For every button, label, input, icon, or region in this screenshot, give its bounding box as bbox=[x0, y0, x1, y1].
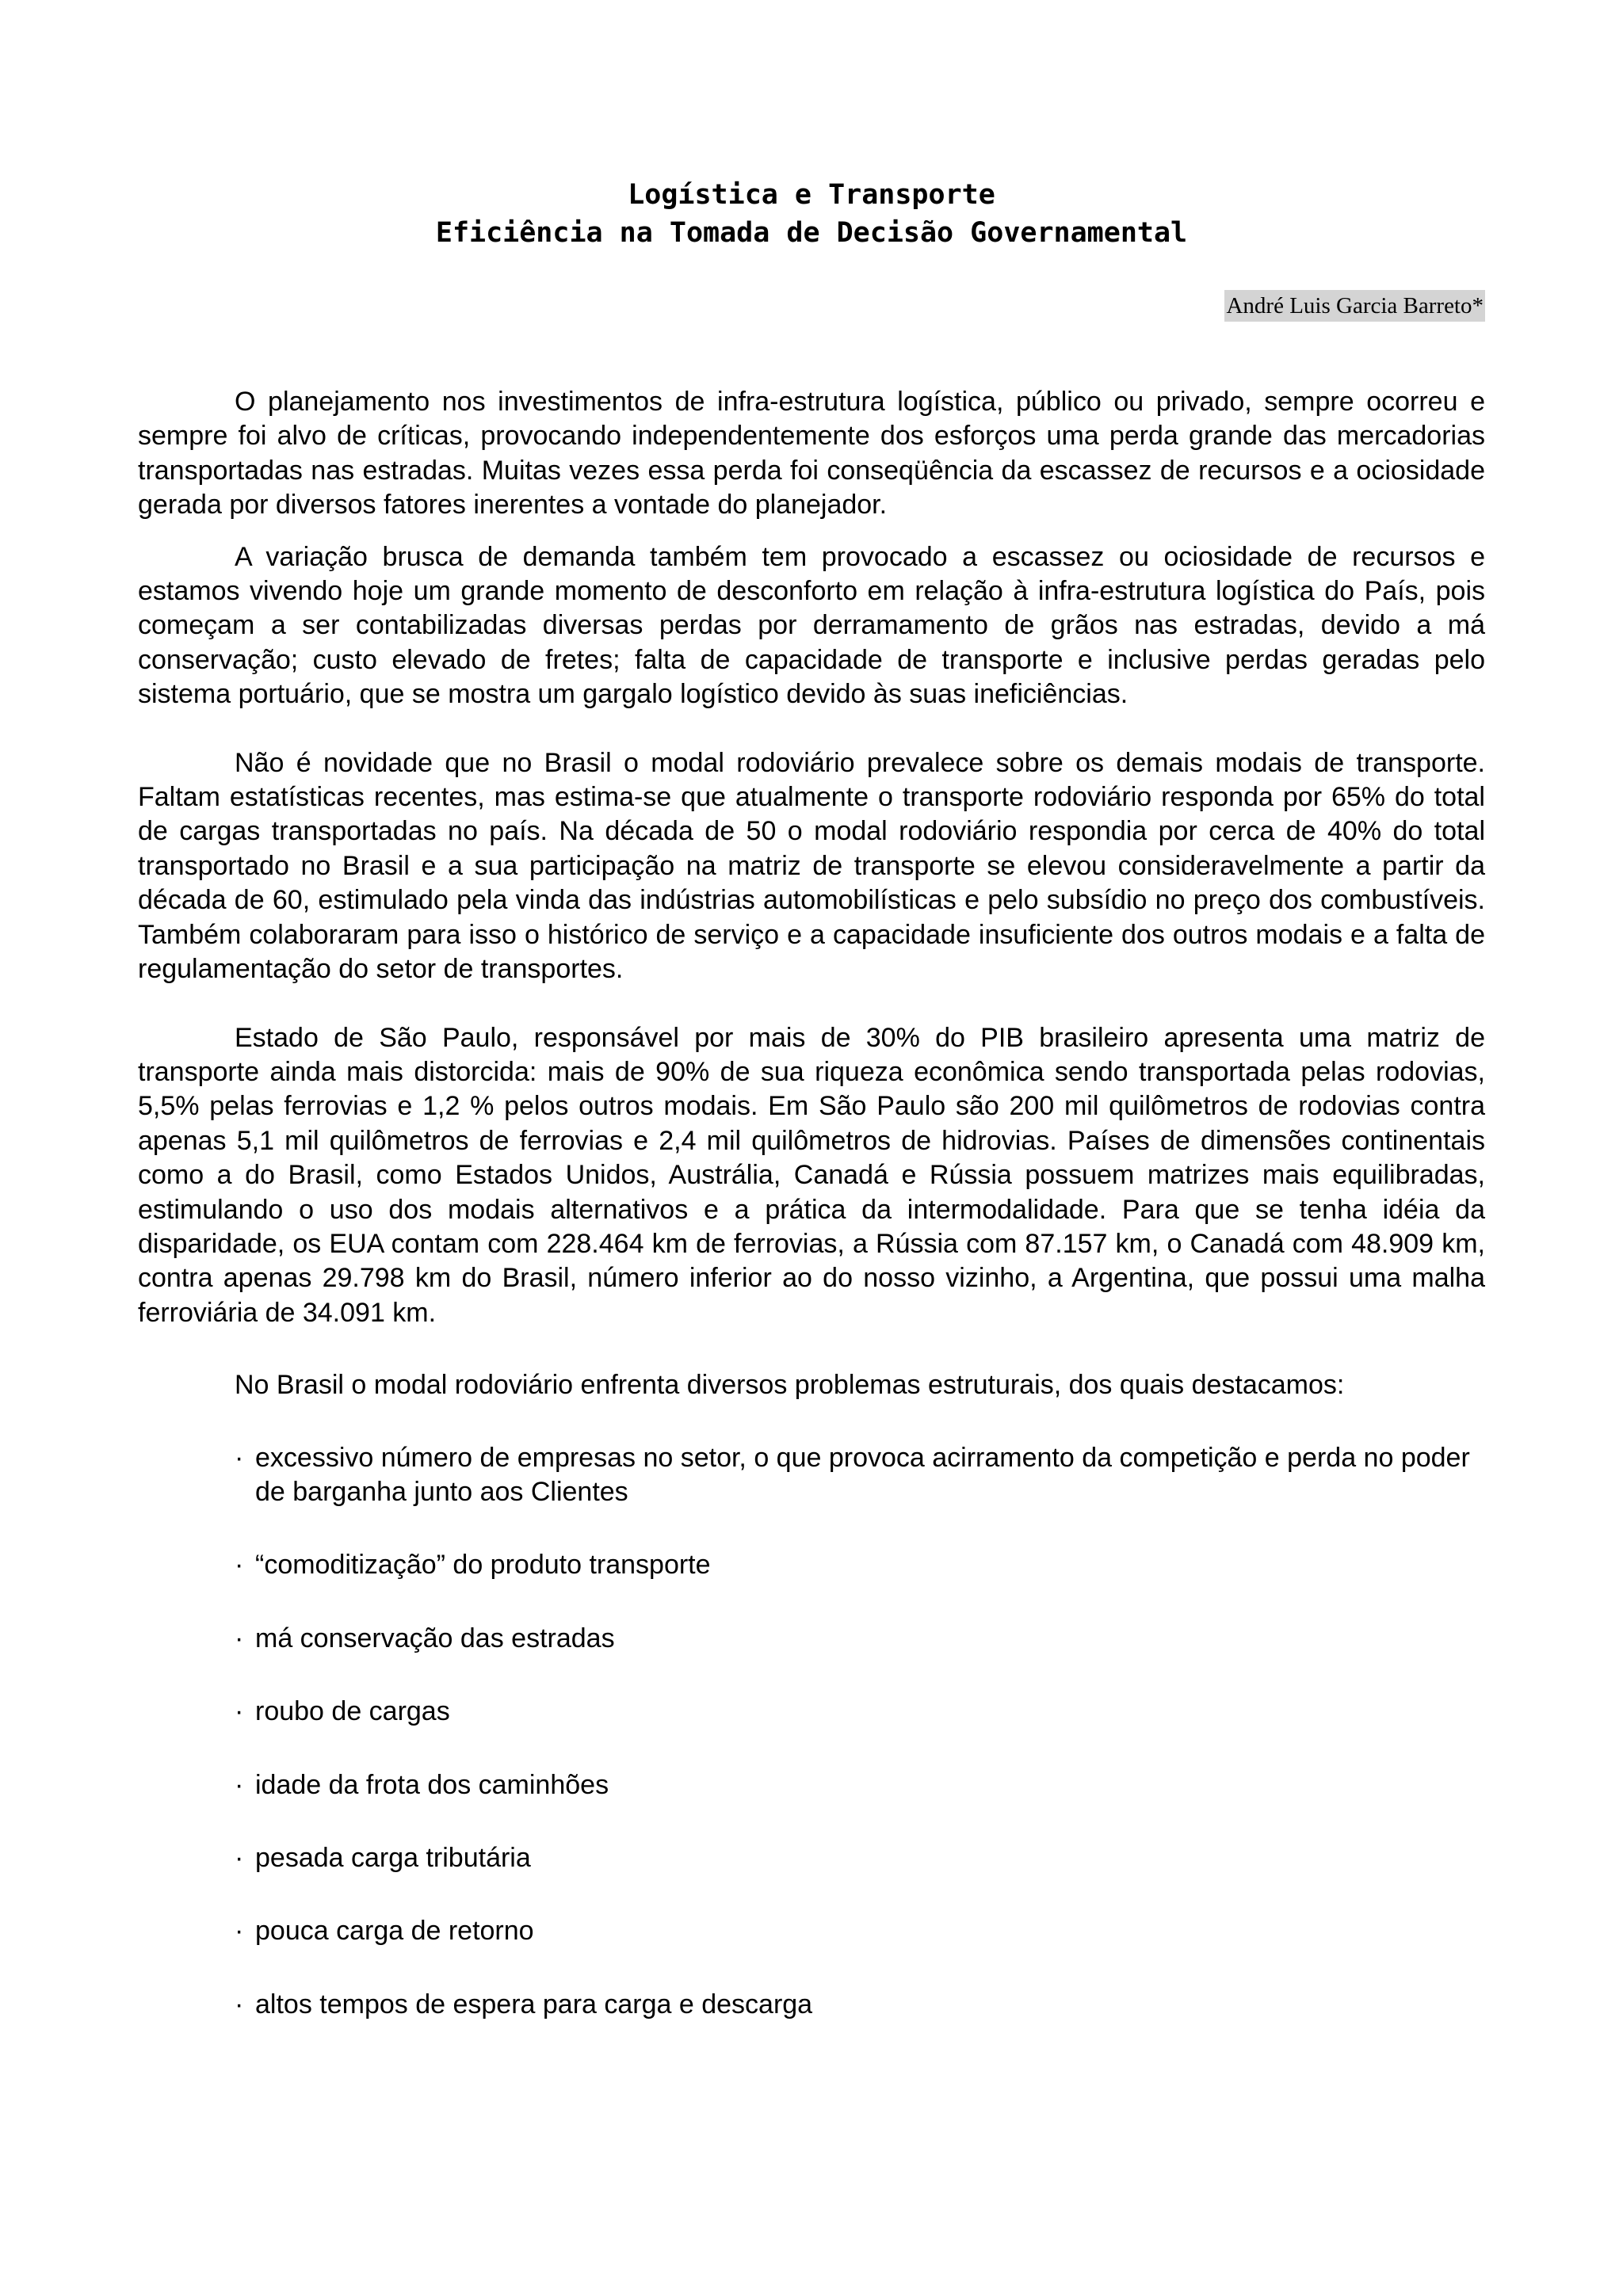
bullet-marker: · bbox=[235, 1916, 244, 1947]
paragraph-3: Não é novidade que no Brasil o modal rodoviário prevalece sobre os demais modais de transporte. Faltam estatísticas recentes, mas estima-se que atualmente o transporte rodoviário responda por 65% do total de cargas transportadas no país. Na década de 50 o modal rodoviário respondia por cerca de 40% do total transportado no Brasil e a sua participação na matriz de transporte se elevou consideravelmente a partir da década de 60, estimulado pela vinda das indústrias automobilísticas e pelo subsídio no preço dos combustíveis. Também colaboraram para isso o histórico de serviço e a capacidade insuficiente dos outros modais e a falta de regulamentação do setor de transportes. bbox=[138, 747, 1485, 985]
list-item-text: pesada carga tributária bbox=[255, 1843, 531, 1873]
bullet-marker: · bbox=[235, 1769, 244, 1800]
bullet-marker: · bbox=[235, 1696, 244, 1727]
bullet-marker: · bbox=[235, 1623, 244, 1653]
list-item bbox=[138, 1914, 1485, 1948]
paragraph-1: O planejamento nos investimentos de infra-estrutura logística, público ou privado, sempre ocorreu e sempre foi alvo de críticas, provocando independentemente dos esforços uma perda grande das mercadorias transportadas nas estradas. Muitas vezes essa perda foi conseqüência da escassez de recursos e a ociosidade gerada por diversos fatores inerentes a vontade do planejador. bbox=[138, 387, 1485, 521]
list-item bbox=[138, 1441, 1485, 1510]
bullet-marker: · bbox=[235, 1442, 244, 1473]
list-item bbox=[138, 1548, 1485, 1582]
list-item-text: idade da frota dos caminhões bbox=[255, 1769, 609, 1800]
list-item bbox=[138, 1622, 1485, 1656]
list-item-text: má conservação das estradas bbox=[255, 1623, 615, 1653]
problems-list bbox=[138, 1441, 1485, 2023]
list-item bbox=[138, 1841, 1485, 1875]
list-item-text: roubo de cargas bbox=[255, 1696, 450, 1727]
list-item-text: “comoditização” do produto transporte bbox=[255, 1550, 711, 1581]
list-item bbox=[138, 1768, 1485, 1802]
list-item bbox=[138, 1988, 1485, 2022]
author-name: André Luis Garcia Barreto* bbox=[1224, 290, 1485, 322]
bullet-marker: · bbox=[235, 1550, 244, 1581]
list-intro: No Brasil o modal rodoviário enfrenta diversos problemas estruturais, dos quais destacamos: bbox=[235, 1370, 1345, 1401]
document-body bbox=[138, 385, 1485, 2022]
list-item-text: pouca carga de retorno bbox=[255, 1916, 534, 1947]
list-item-text: altos tempos de espera para carga e descarga bbox=[255, 1989, 813, 2019]
paragraph-4: Estado de São Paulo, responsável por mais de 30% do PIB brasileiro apresenta uma matriz de transporte ainda mais distorcida: mais de 90% de sua riqueza econômica sendo transportada pelas rodovias, 5,5% pelas ferrovias e 1,2 % pelos outros modais. Em São Paulo são 200 mil quilômetros de rodovias contra apenas 5,1 mil quilômetros de ferrovias e 2,4 mil quilômetros de hidrovias. Países de dimensões continentais como a do Brasil, como Estados Unidos, Austrália, Canadá e Rússia possuem matrizes mais equilibradas, estimulando o uso dos modais alternativos e a prática da intermodalidade. Para que se tenha idéia da disparidade, os EUA contam com 228.464 km de ferrovias, a Rússia com 87.157 km, o Canadá com 48.909 km, contra apenas 29.798 km do Brasil, número inferior ao do nosso vizinho, a Argentina, que possui uma malha ferroviária de 34.091 km. bbox=[138, 1022, 1485, 1328]
list-item-text: excessivo número de empresas no setor, o que provoca acirramento da competição e perda no poder de barganha junto aos Clientes bbox=[255, 1442, 1470, 1507]
document-subtitle: Eficiência na Tomada de Decisão Governamental bbox=[435, 217, 1188, 249]
paragraph-2: A variação brusca de demanda também tem provocado a escassez ou ociosidade de recursos e estamos vivendo hoje um grande momento de desconforto em relação à infra-estrutura logística do País, pois começam a ser contabilizadas diversas perdas por derramamento de grãos nas estradas, devido a má conservação; custo elevado de fretes; falta de capacidade de transporte e inclusive perdas geradas pelo sistema portuário, que se mostra um gargalo logístico devido às suas ineficiências. bbox=[138, 541, 1485, 710]
bullet-marker: · bbox=[235, 1989, 244, 2019]
document-title: Logística e Transporte bbox=[628, 179, 995, 211]
bullet-marker: · bbox=[235, 1843, 244, 1873]
list-item bbox=[138, 1695, 1485, 1729]
